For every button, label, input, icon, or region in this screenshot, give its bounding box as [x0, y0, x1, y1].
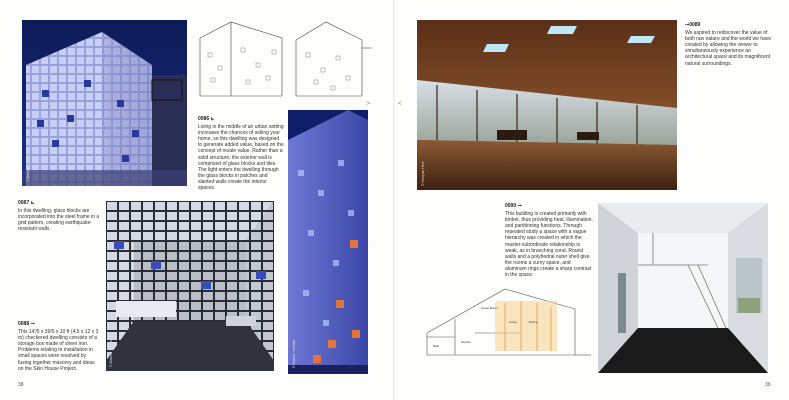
photo-credit: © Hiroyuki Hirai	[421, 161, 425, 186]
elevation-drawings	[196, 18, 376, 98]
left-page	[0, 0, 394, 400]
caption-text: This 14'/5 x 39/5 x 10 ft (4.5 x 12 x 3 m) checkered dwelling consists of a storage box made of sheet iron. Problems relating to installation in small spaces were resolved by fusing together masonry and ideas on the Skin House Project.	[18, 329, 99, 372]
caption-number: 0090 ⊸	[505, 203, 522, 209]
page-number: 38	[18, 382, 24, 388]
caption-number: 0087 ⊾	[18, 200, 35, 206]
caption-number: 0088 ⊸	[18, 321, 35, 327]
timber-hall-photo	[417, 20, 677, 190]
caption-0089	[685, 22, 773, 67]
section-label-living: Living	[509, 320, 517, 324]
photo-credit: © Makoto Yoshida	[109, 338, 113, 367]
caption-number: 0086 ⊾	[198, 116, 215, 122]
caption-text: In this dwelling, glass blocks are incorporated into the steel frame in a grid pattern, creating earthquake-resistant walls.	[18, 208, 100, 233]
caption-0090	[505, 203, 593, 278]
section-label-dining: Dining	[529, 320, 538, 324]
caption-0087	[18, 200, 100, 232]
section-label-bath: Bath	[433, 344, 440, 348]
white-interior-photo	[598, 203, 768, 373]
caption-text: We aspired to rediscover the value of both raw nature and the world we have created by allowing the viewer to simultaneously experience an architectural space and its magnificent natural surroundings.	[685, 30, 772, 67]
section-label-kitchen: Kitchen	[461, 340, 472, 344]
section-label-guest-room: Guest Room	[481, 306, 498, 310]
building-exterior-photo	[22, 20, 187, 186]
caption-0088	[18, 321, 100, 372]
photo-credit: © Makoto Yoshida	[292, 339, 296, 368]
right-page	[395, 0, 789, 400]
section-marker: ≺	[397, 101, 403, 107]
page-number: 39	[765, 382, 771, 388]
section-marker: ≻	[366, 101, 372, 107]
night-facade-photo	[288, 110, 368, 374]
section-drawing	[425, 285, 593, 361]
caption-0086	[198, 116, 284, 191]
caption-text: This building is created primarily with timber, thus providing heat, illumination, and partitioning functions. Through repeated study a space with a vague hierarchy was created in which the master-subordinate relationship is weak, as in branching coral. Round walls and a polyhedral outer shell give the rooms a curvy space, and aluminum rings create a sharp contrast in the space.	[505, 211, 593, 279]
photo-credit: © Makoto Yoshida	[26, 153, 30, 182]
caption-number: ⊸0089	[685, 22, 701, 28]
interior-glassblock-photo	[106, 201, 274, 371]
caption-text: Living in the middle of an urban setting increases the chances of selling your home, so this dwelling was designed to generate added value, based on the concept of resale value. Rather than a solid structure, the exterior wall is comprised of glass blocks and tiles. The light enters the dwelling through the glass blocks in patches and slanted walls create the interior spaces.	[198, 124, 284, 192]
